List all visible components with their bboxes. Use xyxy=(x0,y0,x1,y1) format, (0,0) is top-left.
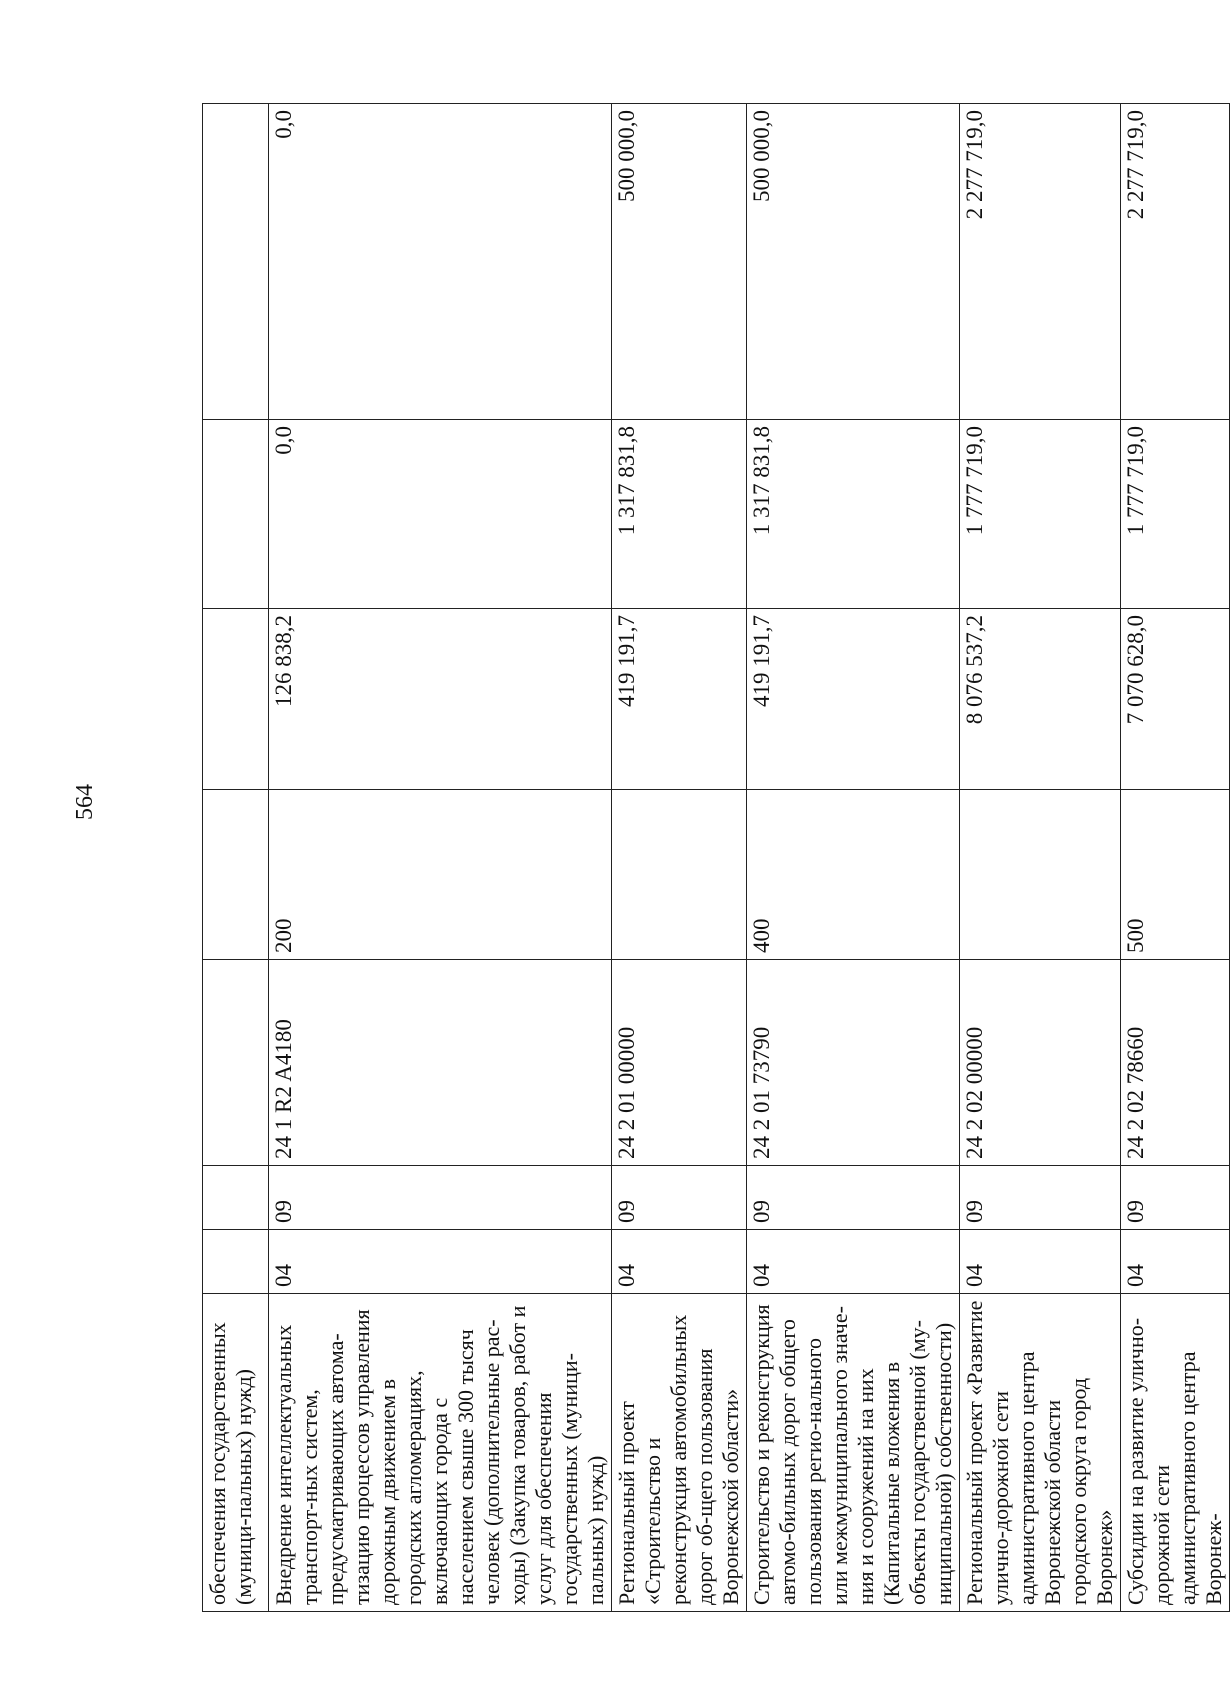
vr-cell xyxy=(960,790,1121,960)
sum-year2-cell: 1 777 719,0 xyxy=(960,420,1121,609)
row-name-cell: Региональный проект «Развитие улично-дорожной сети административного центра Воронежской области городского округа город Воронеж» xyxy=(960,1294,1121,1612)
sum-year1-cell: 419 191,7 xyxy=(612,609,747,790)
csr-cell xyxy=(203,960,269,1166)
sum-year1-cell: 7 070 628,0 xyxy=(1121,609,1230,790)
sum-year2-cell: 1 777 719,0 xyxy=(1121,420,1230,609)
row-name-cell: Строительство и реконструкция автомо-бильных дорог общего пользования регио-нального или межмуниципального значе-ния и сооружений на них (Капитальные вложения в объекты государственной (му-ниципальной) собственности) xyxy=(747,1294,960,1612)
row-name-cell: Субсидии на развитие улично-дорожной сети административного центра Воронеж- xyxy=(1121,1294,1230,1612)
sum-year1-cell: 126 838,2 xyxy=(269,609,612,790)
rz-cell: 04 xyxy=(960,1230,1121,1294)
sum-year2-cell xyxy=(203,420,269,609)
vr-cell: 200 xyxy=(269,790,612,960)
sum-year2-cell: 0,0 xyxy=(269,420,612,609)
table-row xyxy=(960,104,1121,1612)
csr-cell: 24 2 01 73790 xyxy=(747,960,960,1166)
sum-year2-cell: 1 317 831,8 xyxy=(612,420,747,609)
rz-cell xyxy=(203,1230,269,1294)
sum-year3-cell: 500 000,0 xyxy=(747,104,960,420)
pr-cell: 09 xyxy=(612,1166,747,1230)
table-row xyxy=(747,104,960,1612)
sum-year3-cell xyxy=(203,104,269,420)
csr-cell: 24 1 R2 A4180 xyxy=(269,960,612,1166)
budget-table-container xyxy=(202,104,1226,1612)
page-number: 564 xyxy=(72,784,98,820)
sum-year3-cell: 500 000,0 xyxy=(612,104,747,420)
csr-cell: 24 2 01 00000 xyxy=(612,960,747,1166)
sum-year3-cell: 2 277 719,0 xyxy=(960,104,1121,420)
pr-cell xyxy=(203,1166,269,1230)
row-name-cell: Внедрение интеллектуальных транспорт-ных систем, предусматривающих автома-тизацию процессов управления дорожным движением в городских агломерациях, включающих города с населением свыше 300 тысяч человек (дополнительные рас-ходы) (Закупка товаров, работ и услуг для обеспечения государственных (муници-пальных) нужд) xyxy=(269,1294,612,1612)
pr-cell: 09 xyxy=(960,1166,1121,1230)
sum-year1-cell xyxy=(203,609,269,790)
vr-cell xyxy=(203,790,269,960)
sum-year3-cell: 0,0 xyxy=(269,104,612,420)
rz-cell: 04 xyxy=(269,1230,612,1294)
row-name-cell: Региональный проект «Строительство и реконструкция автомобильных дорог об-щего пользования Воронежской области» xyxy=(612,1294,747,1612)
pr-cell: 09 xyxy=(1121,1166,1230,1230)
vr-cell: 500 xyxy=(1121,790,1230,960)
table-row xyxy=(269,104,612,1612)
sum-year3-cell: 2 277 719,0 xyxy=(1121,104,1230,420)
budget-table xyxy=(202,103,1230,1612)
vr-cell xyxy=(612,790,747,960)
row-name-cell: обеспечения государственных (муници-пальных) нужд) xyxy=(203,1294,269,1612)
csr-cell: 24 2 02 78660 xyxy=(1121,960,1230,1166)
rz-cell: 04 xyxy=(1121,1230,1230,1294)
table-row xyxy=(203,104,269,1612)
pr-cell: 09 xyxy=(269,1166,612,1230)
sum-year1-cell: 419 191,7 xyxy=(747,609,960,790)
table-row xyxy=(612,104,747,1612)
table-row xyxy=(1121,104,1230,1612)
sum-year2-cell: 1 317 831,8 xyxy=(747,420,960,609)
sum-year1-cell: 8 076 537,2 xyxy=(960,609,1121,790)
rz-cell: 04 xyxy=(747,1230,960,1294)
csr-cell: 24 2 02 00000 xyxy=(960,960,1121,1166)
vr-cell: 400 xyxy=(747,790,960,960)
pr-cell: 09 xyxy=(747,1166,960,1230)
rz-cell: 04 xyxy=(612,1230,747,1294)
